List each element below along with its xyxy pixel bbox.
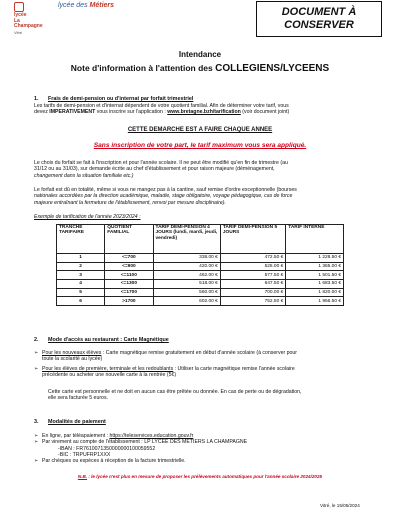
stamp-line-2: CONSERVER [284,19,354,31]
arrow-icon: ➢ [34,366,39,372]
cell-quotient: <=900 [105,262,153,271]
cell-quotient: <=1300 [105,280,153,289]
cell-dp4: 420.00 € [153,262,220,271]
section-2-title: Mode d'accès au restaurant : Carte Magnétique [48,337,169,343]
section-1-paragraph-1 [34,103,384,116]
cell-interne: 1 501.50 € [286,271,344,280]
cell-interne: 1 820.00 € [286,288,344,297]
p2-line-3: changement dans la situation familiale etc.) [34,172,134,179]
logo-word: Métiers [89,2,115,9]
logo-line-3: Vitré [14,29,23,35]
cell-dp4: 518.00 € [153,280,220,289]
cell-dp5: 647.50 € [220,280,285,289]
table-row [57,262,344,271]
card-note-line-2: elle sera facturée 5 euros. [48,395,108,402]
section-1-number: 1. [34,96,39,102]
cheque-label: Par chèques ou espèces à réception de la facture trimestrielle. [42,458,186,465]
header-dp5: TARIF DEMI-PENSION 5 JOURS [220,225,285,254]
page-subtitle [0,63,400,74]
header-quotient: QUOTIENT FAMILIAL [105,225,153,254]
arrow-icon: ➢ [34,433,39,439]
transfer-label: Par virement au compte de l'établissement : LP LYCEE DES METIERS LA CHAMPAGNE [42,439,248,446]
section-3-number: 3. [34,419,39,425]
cell-dp5: 577.50 € [220,271,285,280]
cell-tranche: 3 [57,271,105,280]
cell-interne: 1 956.50 € [286,297,344,306]
p3-line-1: Le forfait est dû en totalité, même si vous ne mangez pas à la cantine, sauf remise d'ordre exceptionnelle (bourses [34,187,297,193]
card-note-line-1: Cette carte est personnelle et ne doit en aucun cas être prêtée ou donnée. En cas de perte ou de dégradation, [48,389,302,395]
p1-mid: vous inscrire sur l'application : [95,109,168,116]
cell-interne: 1 228.50 € [286,254,344,263]
table-header-row [57,225,344,254]
arrow-icon: ➢ [34,439,39,446]
cell-interne: 1 683.50 € [286,280,344,289]
p2-line-2-text: 31/12 ou au 31/03), sur demande écrite au chef d'établissement et pour raison majeure (déménagement, [34,166,275,173]
cell-dp4: 560.00 € [153,288,220,297]
cell-tranche: 2 [57,262,105,271]
bullet-1-text: : Carte magnétique remise gratuitement en début d'année scolaire (à conserver pour [101,350,298,356]
section-3-title: Modalités de paiement [48,419,106,425]
cell-tranche: 4 [57,280,105,289]
bullet-1-label: Pour les nouveaux élèves [42,350,102,356]
table-row [57,288,344,297]
section-2-bullet-1 [34,350,386,363]
iban: -IBAN : FR7610071350000000100059552 [58,445,156,452]
section-1-paragraph-3 [34,187,386,206]
p2-line-1: Le choix du forfait se fait à l'inscription et pour l'année scolaire. Il ne peut être modifié qu'en fin de trimestre (au [34,160,288,166]
cell-dp4: 462.00 € [153,271,220,280]
cell-dp4: 338.00 € [153,254,220,263]
yearly-notice: CETTE DEMARCHE EST A FAIRE CHAQUE ANNEE [127,127,273,133]
header-dp4: TARIF DEMI-PENSION 4 JOURS (lundi, mardi, jeudi, vendredi) [153,225,220,254]
table-row [57,271,344,280]
online-label: En ligne, par téléapaiement : [42,433,110,439]
header-interne: TARIF INTERNE [286,225,344,254]
arrow-icon: ➢ [34,350,39,356]
p3-line-3: majeure entraînant la fermeture de l'établissement, renvoi par mesure disciplinaire). [34,199,226,206]
school-logo [14,2,48,35]
logo-line-1: lycée [14,12,27,18]
bullet-2-cont: précédente ou acheter une nouvelle carte à la rentrée (5€) [42,372,177,379]
nb-label: N.B. [77,474,88,479]
cell-interne: 1 365.00 € [286,262,344,271]
section-2-number: 2. [34,337,39,343]
example-label: Exemple de tarification de l'année 2023/2024 : [34,214,141,220]
section-3-list [34,433,386,464]
cell-quotient: <=700 [105,254,153,263]
section-1-paragraph-2 [34,160,386,179]
p1-prefix: devez [34,109,50,116]
stamp-line-1: DOCUMENT À [281,6,357,18]
page-title: Intendance [178,50,222,59]
p1-line-1: Les tarifs de demi-pension et d'internat dépendent de votre quotient familial. Afin de déterminer votre tarif, vous [34,103,289,109]
warning-notice: Sans inscription de votre part, le tarif maximum vous sera appliqué. [93,142,307,149]
cell-quotient: <=1700 [105,288,153,297]
subtitle-prefix: Note d'information à l'attention des [70,63,216,73]
tarification-link[interactable]: www.bretagne.bzh/tarification [167,109,241,116]
cell-dp5: 525.00 € [220,262,285,271]
table-row [57,297,344,306]
header-tranche: TRANCHE TARIFAIRE [57,225,105,254]
nb-notice [0,474,400,479]
cell-dp5: 700.00 € [220,288,285,297]
section-1-heading [34,96,193,102]
bullet-2-label: Pour les élèves de première, terminale et les redoublants [42,366,174,372]
lycee-des-metiers-logo [58,2,114,9]
p1-imperatif: IMPERATIVEMENT [49,109,96,116]
arrow-icon: ➢ [34,458,39,465]
section-1-title: Frais de demi-pension ou d'internat par forfait trimestriel [48,96,194,102]
tarif-table [56,224,344,306]
school-logos [14,2,134,35]
logo-mark-icon [14,2,24,12]
cell-tranche: 5 [57,288,105,297]
cell-dp4: 602.00 € [153,297,220,306]
bullet-1-cont: toute la scolarité au lycée) [42,356,103,363]
bullet-2-text: : Utiliser la carte magnétique remise l'année scolaire [173,366,295,372]
cell-dp5: 472.50 € [220,254,285,263]
nb-text: : le lycée n'est plus en mesure de proposer les prélèvements automatiques pour l'année scolaire 2024/2025 [87,474,323,479]
teleservices-link[interactable]: https://teleservices.education.gouv.fr [109,433,194,439]
p1-suffix: (voir document joint) [240,109,290,116]
table-row [57,254,344,263]
bic: -BIC : TRPUFRP1XXX [58,451,111,458]
p3-line-2: nationales accordées par la direction académique, maladie, stage obligatoire, voyage pédagogique, cas de force [34,193,293,200]
cell-quotient: >1700 [105,297,153,306]
cell-dp5: 752.50 € [220,297,285,306]
logo-text: lycée des [58,2,88,9]
table-row [57,280,344,289]
section-3-heading [34,419,106,425]
place-date: Vitré, le 15/05/2024 [320,503,360,508]
logo-line-2: La Champagne [14,17,43,29]
cell-tranche: 1 [57,254,105,263]
p1-line-2 [34,109,384,115]
section-2-bullet-2 [34,366,386,379]
cell-quotient: <=1100 [105,271,153,280]
payment-cheque [34,458,386,464]
subtitle-audience: COLLEGIENS/LYCEENS [215,63,330,74]
section-2-paragraph [48,389,388,402]
section-2-heading [34,337,169,343]
cell-tranche: 6 [57,297,105,306]
document-stamp [256,1,382,37]
